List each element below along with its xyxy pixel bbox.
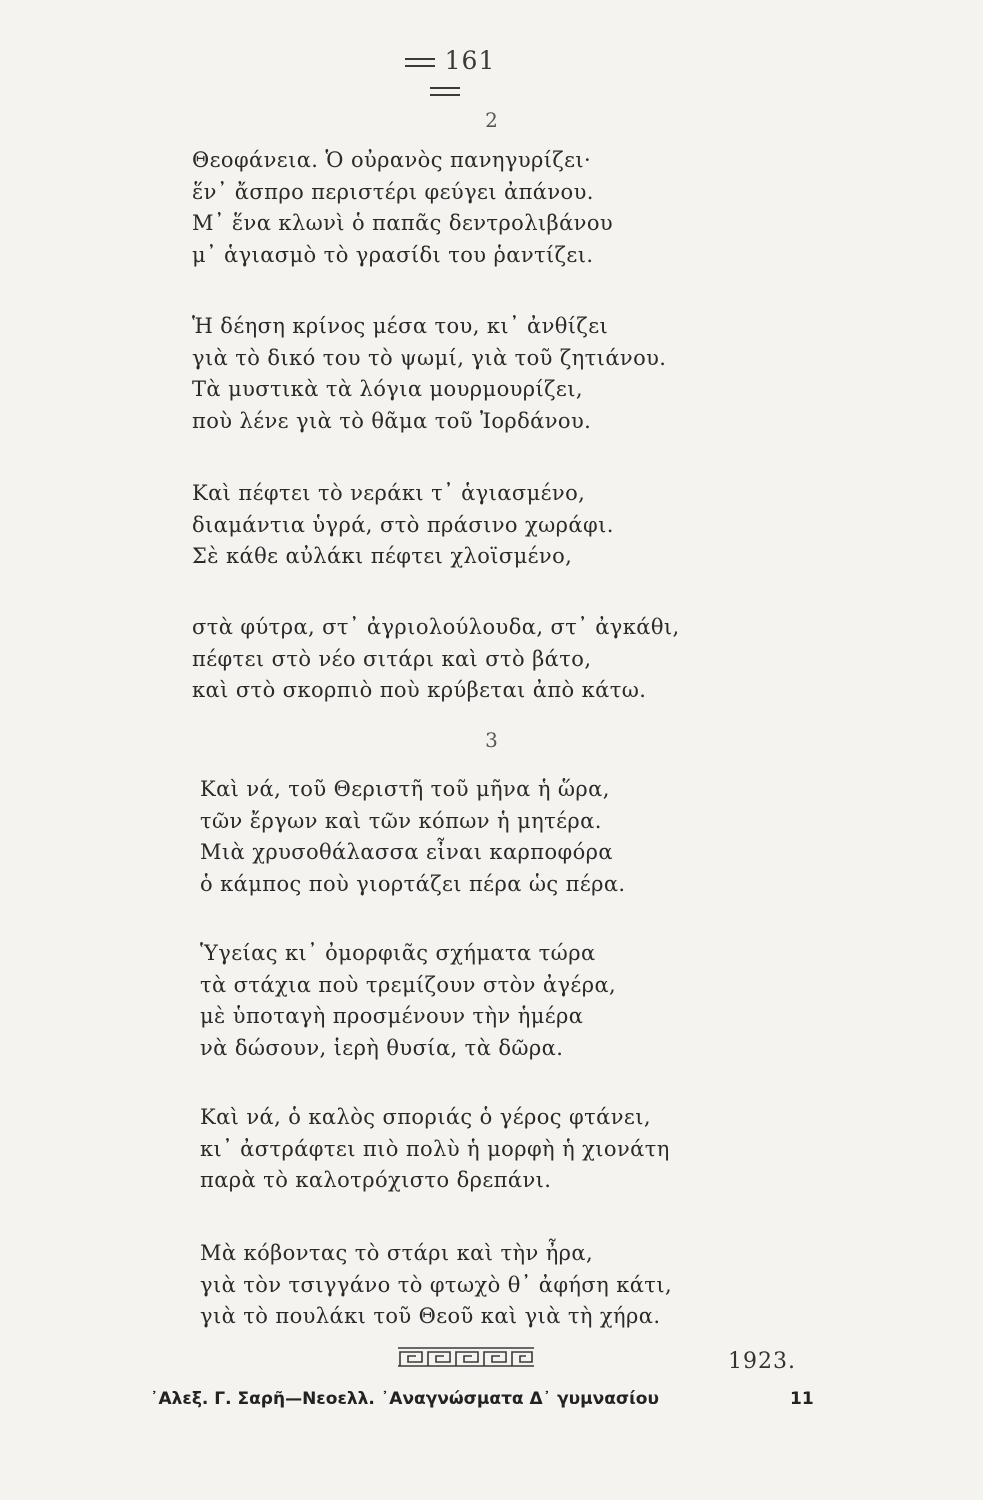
poem-line: Σὲ κάθε αὐλάκι πέφτει χλοϊσμένο, [192, 544, 573, 568]
poem-line: Μὰ κόβοντας τὸ στάρι καὶ τὴν ἦρα, [200, 1241, 594, 1265]
stanza [200, 938, 980, 1064]
poem-line: Ἡ δέηση κρίνος μέσα του, κι᾿ ἀνθίζει [192, 314, 609, 338]
stanza [200, 1102, 980, 1197]
stanza [200, 774, 980, 900]
book-signature-footer: ᾿Αλεξ. Γ. Σαρῆ—Νεοελλ. ᾿Αναγνώσματα Δ᾿ γυμνασίου [150, 1389, 659, 1409]
greek-key-ornament-icon [396, 1346, 536, 1368]
poem-line: τὰ στάχια ποὺ τρεμίζουν στὸν ἀγέρα, [200, 972, 617, 997]
stanza [192, 311, 972, 437]
stanza [192, 478, 972, 573]
poem-line: μ᾿ ἁγιασμὸ τὸ γρασίδι του ῥαντίζει. [192, 242, 594, 267]
stanza [192, 612, 972, 707]
poem-line: καὶ στὸ σκορπιὸ ποὺ κρύβεται ἀπὸ κάτω. [192, 678, 647, 702]
poem-line: τῶν ἔργων καὶ τῶν κόπων ἡ μητέρα. [200, 808, 602, 833]
poem-line: γιὰ τὸν τσιγγάνο τὸ φτωχὸ θ᾿ ἀφήση κάτι, [200, 1272, 673, 1297]
poem-line: στὰ φύτρα, στ᾿ ἀγριολούλουδα, στ᾿ ἀγκάθι, [192, 615, 680, 639]
poem-line: πέφτει στὸ νέο σιτάρι καὶ στὸ βάτο, [192, 646, 592, 671]
poem-line: Καὶ πέφτει τὸ νεράκι τ᾿ ἁγιασμένο, [192, 481, 586, 505]
poem-line: Ὑγείας κι᾿ ὀμορφιᾶς σχήματα τώρα [200, 941, 596, 965]
poem-line: μὲ ὑποταγὴ προσμένουν τὴν ἡμέρα [200, 1004, 584, 1028]
poem-line: ὁ κάμπος ποὺ γιορτάζει πέρα ὡς πέρα. [200, 871, 626, 896]
poem-line: παρὰ τὸ καλοτρόχιστο δρεπάνι. [200, 1168, 552, 1192]
section-number: 3 [485, 728, 498, 752]
poem-line: Μιὰ χρυσοθάλασσα εἶναι καρποφόρα [200, 840, 613, 864]
sheet-number: 11 [790, 1389, 814, 1409]
poem-line: Καὶ νά, ὁ καλὸς σποριάς ὁ γέρος φτάνει, [200, 1105, 651, 1129]
poem-line: Μ᾿ ἕνα κλωνὶ ὁ παπᾶς δεντρολιβάνου [192, 211, 614, 235]
poem-line: Θεοφάνεια. Ὁ οὐρανὸς πανηγυρίζει· [192, 148, 592, 172]
section-number: 2 [485, 108, 498, 132]
poem-line: κι᾿ ἀστράφτει πιὸ πολὺ ἡ μορφὴ ἡ χιονάτη [200, 1136, 670, 1161]
poem-line: Τὰ μυστικὰ τὰ λόγια μουρμουρίζει, [192, 377, 583, 401]
page-number-value: 161 [444, 46, 496, 75]
stanza [192, 145, 972, 271]
poem-line: Καὶ νά, τοῦ Θεριστῆ τοῦ μῆνα ἡ ὥρα, [200, 777, 610, 801]
left-double-rule [405, 58, 435, 67]
poem-line: νὰ δώσουν, ἱερὴ θυσία, τὰ δῶρα. [200, 1035, 564, 1060]
page-number [370, 46, 520, 104]
poem-line: γιὰ τὸ δικό του τὸ ψωμί, γιὰ τοῦ ζητιάνου. [192, 345, 667, 370]
poem-line: ποὺ λένε γιὰ τὸ θᾶμα τοῦ Ἰορδάνου. [192, 408, 592, 433]
right-double-rule [430, 87, 460, 96]
poem-line: γιὰ τὸ πουλάκι τοῦ Θεοῦ καὶ γιὰ τὴ χήρα. [200, 1304, 661, 1328]
poem-date: 1923. [728, 1349, 796, 1374]
stanza [200, 1238, 980, 1333]
poem-line: διαμάντια ὑγρά, στὸ πράσινο χωράφι. [192, 512, 614, 537]
poem-line: ἕν᾿ ἄσπρο περιστέρι φεύγει ἀπάνου. [192, 179, 594, 204]
